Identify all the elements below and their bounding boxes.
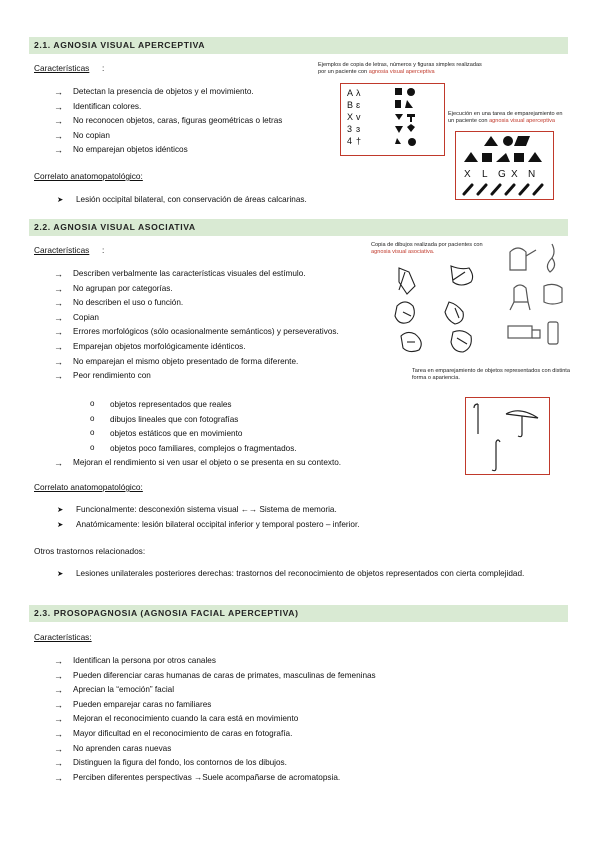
features-label: Características: xyxy=(34,632,92,642)
section-title: 2.2. AGNOSIA VISUAL ASOCIATIVA xyxy=(34,222,196,232)
list-item: → Distinguen la figura del fondo, los contornos de los dibujos. xyxy=(54,756,554,771)
list-item: → Pueden diferenciar caras humanas de caras de primates, masculinas de femeninas xyxy=(54,669,554,684)
list-item: → Emparejan objetos morfológicamente idénticos. xyxy=(54,340,346,355)
list-item: → Errores morfológicos (sólo ocasionalmente semánticos) y perseverativos. xyxy=(54,325,346,340)
svg-text:3: 3 xyxy=(347,124,353,134)
letter-g: G xyxy=(498,169,506,180)
figure-caption: Copia de dibujos realizada por pacientes con agnosia visual asociativa. xyxy=(371,242,483,255)
section-title: 2.1. AGNOSIA VISUAL APERCEPTIVA xyxy=(34,40,206,50)
svg-text:X: X xyxy=(347,112,354,122)
sub-list-item: o objetos estáticos que en movimiento xyxy=(90,427,350,442)
correlate-list xyxy=(57,193,357,208)
figure-caption: Ejecución en una tarea de emparejamiento en un paciente con agnosia visual aperceptiva xyxy=(448,111,563,124)
letter-copy-drawing xyxy=(341,84,444,155)
other-disorders-label: Otros trastornos relacionados: xyxy=(34,546,146,556)
features-list xyxy=(54,267,346,384)
letter-l: L xyxy=(482,169,488,180)
list-item: → No describen el uso o función. xyxy=(54,296,346,311)
list-item: → Detectan la presencia de objetos y el movimiento. xyxy=(54,85,344,100)
list-item: ➤ Anatómicamente: lesión bilateral occipital inferior y temporal postero – inferior. xyxy=(57,518,477,533)
features-colon: : xyxy=(102,63,105,73)
figure-letter-copy xyxy=(340,83,445,156)
object-photos-drawing xyxy=(500,238,568,358)
list-item: → Mejoran el rendimiento si ven usar el objeto o se presenta en su contexto. xyxy=(54,456,414,471)
list-item: → No agrupan por categorías. xyxy=(54,282,346,297)
svg-text:ɛ: ɛ xyxy=(356,100,361,110)
section-header-2-1 xyxy=(29,37,568,54)
other-disorders-list xyxy=(57,567,557,582)
list-item: → No copian xyxy=(54,129,344,144)
umbrella-drawing xyxy=(466,398,549,474)
figure-object-photos xyxy=(500,238,568,358)
list-item: → Mejoran el reconocimiento cuando la cara está en movimiento xyxy=(54,712,554,727)
list-item: → No emparejan el mismo objeto presentado de forma diferente. xyxy=(54,355,346,370)
features-label: Características xyxy=(34,245,90,255)
list-item: → Mayor dificultad en el reconocimiento de caras en fotografía. xyxy=(54,727,554,742)
figure-umbrella-matching xyxy=(465,397,550,475)
list-item: → Aprecian la “emoción” facial xyxy=(54,683,554,698)
section-header-2-2 xyxy=(29,219,568,236)
sub-list-item: o objetos poco familiares, complejos o fragmentados. xyxy=(90,442,350,457)
section-title: 2.3. PROSOPAGNOSIA (AGNOSIA FACIAL APERCEPTIVA) xyxy=(34,608,299,618)
list-item: → Identifican colores. xyxy=(54,100,344,115)
svg-text:†: † xyxy=(356,136,362,146)
svg-text:A: A xyxy=(347,88,354,98)
section-header-2-3 xyxy=(29,605,568,622)
list-item: → Identifican la persona por otros canales xyxy=(54,654,554,669)
features-list xyxy=(54,654,554,785)
svg-text:B: B xyxy=(347,100,354,110)
list-item: → Copian xyxy=(54,311,346,326)
svg-text:4: 4 xyxy=(347,136,353,146)
list-item: → No emparejan objetos idénticos xyxy=(54,143,344,158)
letter-n: N xyxy=(528,169,536,180)
svg-text:λ: λ xyxy=(356,88,361,98)
sub-list-item: o dibujos lineales que con fotografías xyxy=(90,413,350,428)
features-label: Características xyxy=(34,63,90,73)
correlate-label: Correlato anatomopatológico: xyxy=(34,482,143,492)
figure-caption: Ejemplos de copia de letras, números y figuras simples realizadas por un paciente con agnosia visual aperceptiva xyxy=(318,62,482,75)
figure-matching-task xyxy=(455,131,554,200)
features-colon: : xyxy=(102,245,105,255)
svg-text:ɜ: ɜ xyxy=(356,124,361,134)
list-item: ➤ Lesión occipital bilateral, con conservación de áreas calcarinas. xyxy=(57,193,357,208)
features-list-continued xyxy=(54,456,414,471)
features-list xyxy=(54,85,344,158)
letter-x2: X xyxy=(511,169,518,180)
list-item: → Pueden emparejar caras no familiares xyxy=(54,698,554,713)
list-item: ➤ Funcionalmente: desconexión sistema visual ←→ Sistema de memoria. xyxy=(57,503,477,518)
letter-x: X xyxy=(464,169,471,180)
list-item: → Describen verbalmente las características visuales del estímulo. xyxy=(54,267,346,282)
list-item: ➤ Lesiones unilaterales posteriores derechas: trastornos del reconocimiento de objetos representados con cierta complejidad. xyxy=(57,567,557,582)
sub-list-item: o objetos representados que reales xyxy=(90,398,350,413)
list-item: → Perciben diferentes perspectivas →Suele acompañarse de acromatopsia. xyxy=(54,771,554,786)
figure-drawing-copies xyxy=(391,262,493,358)
svg-text:v: v xyxy=(356,112,361,122)
correlate-label: Correlato anatomopatológico: xyxy=(34,171,143,181)
figure-caption: Tarea en emparejamiento de objetos representados con distinta forma o apariencia. xyxy=(412,368,570,381)
matching-shapes-drawing xyxy=(456,132,553,199)
sub-list xyxy=(90,398,350,456)
drawing-copies-sketch xyxy=(391,262,493,358)
list-item: → Peor rendimiento con xyxy=(54,369,346,384)
correlate-list xyxy=(57,503,477,532)
list-item: → No reconocen objetos, caras, figuras geométricas o letras xyxy=(54,114,344,129)
list-item: → No aprenden caras nuevas xyxy=(54,742,554,757)
